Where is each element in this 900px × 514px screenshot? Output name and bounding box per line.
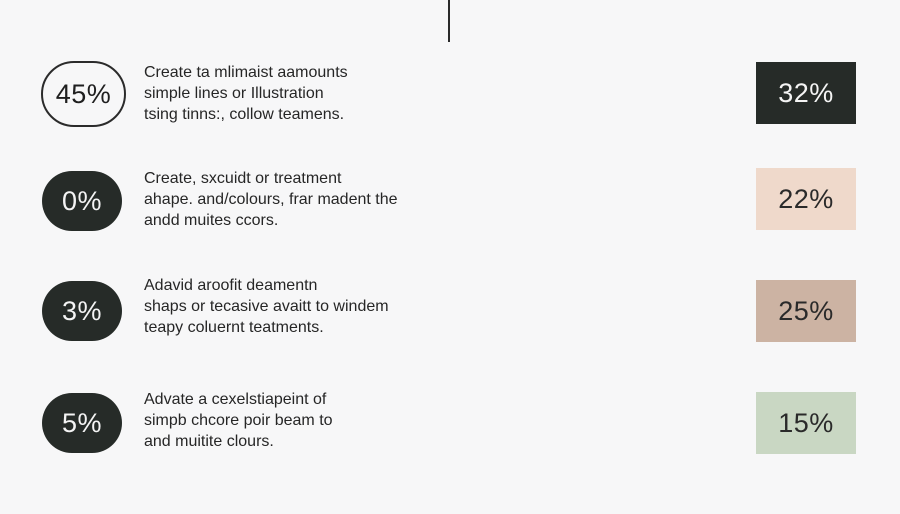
description-line: Advate a cexelstiapeint of xyxy=(144,391,327,408)
percent-box: 22% xyxy=(756,168,856,230)
item-description xyxy=(144,275,389,338)
description-line: Create ta mlimaist aamounts xyxy=(144,64,348,81)
description-line: tsing tinns:, collow teamens. xyxy=(144,106,345,123)
item-description xyxy=(144,62,348,125)
top-divider xyxy=(448,0,450,42)
percent-box: 25% xyxy=(756,280,856,342)
description-line: ahape. and/colours, frar madent the xyxy=(144,191,398,208)
percent-box: 32% xyxy=(756,62,856,124)
percent-box: 15% xyxy=(756,392,856,454)
item-description xyxy=(144,389,333,452)
description-line: and muitite clours. xyxy=(144,433,274,450)
description-line: Adavid aroofit deamentn xyxy=(144,277,318,294)
percent-badge: 3% xyxy=(42,281,122,341)
percent-badge: 5% xyxy=(42,393,122,453)
description-line: andd muites ccors. xyxy=(144,212,279,229)
percent-badge: 45% xyxy=(41,61,126,127)
description-line: simple lines or Illustration xyxy=(144,85,324,102)
description-line: teapy coluernt teatments. xyxy=(144,319,324,336)
description-line: shaps or tecasive avaitt to windem xyxy=(144,298,389,315)
item-description xyxy=(144,168,398,231)
description-line: Create, sxcuidt or treatment xyxy=(144,170,342,187)
percent-badge: 0% xyxy=(42,171,122,231)
description-line: simpb chcore poir beam to xyxy=(144,412,333,429)
